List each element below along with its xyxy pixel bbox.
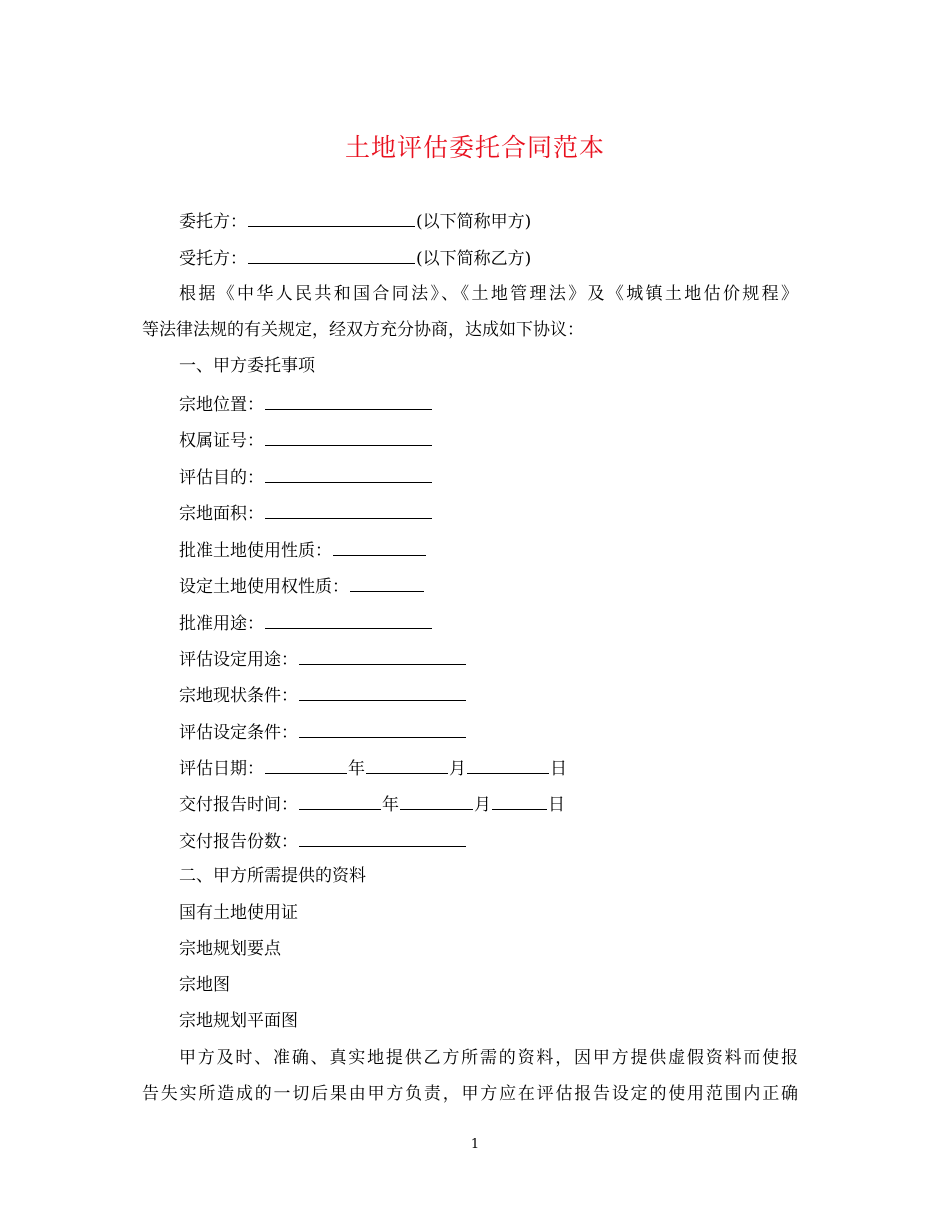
trustee-blank[interactable]	[248, 245, 415, 264]
parcel-status-blank[interactable]	[299, 682, 466, 701]
field-label: 宗地位置：	[179, 395, 264, 415]
field-label: 评估设定条件：	[179, 723, 298, 743]
client-blank[interactable]	[248, 208, 415, 227]
field-label: 批准土地使用性质：	[179, 541, 332, 561]
approved-use-blank[interactable]	[265, 610, 432, 629]
material-item: 宗地规划要点	[179, 939, 281, 959]
client-line	[179, 208, 531, 234]
month-unit: 月	[474, 795, 491, 815]
year-unit: 年	[348, 759, 365, 779]
eval-date-month-blank[interactable]	[366, 755, 448, 774]
client-suffix: (以下简称甲方)	[416, 212, 532, 232]
field-label: 权属证号：	[179, 431, 264, 451]
field-parcel-area	[179, 500, 433, 526]
field-eval-date	[179, 755, 567, 781]
preamble-line-1: 根据《中华人民共和国合同法》、《土地管理法》及《城镇土地估价规程》	[179, 284, 798, 304]
set-land-right-nature-blank[interactable]	[350, 573, 424, 592]
field-report-delivery-time	[179, 791, 565, 817]
field-report-copies	[179, 828, 467, 854]
field-label: 宗地现状条件：	[179, 686, 298, 706]
delivery-month-blank[interactable]	[400, 791, 473, 810]
approved-land-nature-blank[interactable]	[333, 537, 426, 556]
page-number: 1	[470, 1137, 480, 1152]
client-label: 委托方：	[179, 212, 247, 232]
day-unit: 日	[550, 759, 567, 779]
month-unit: 月	[449, 759, 466, 779]
eval-purpose-blank[interactable]	[265, 464, 432, 483]
field-label: 批准用途：	[179, 614, 264, 634]
ownership-cert-blank[interactable]	[265, 427, 432, 446]
day-unit: 日	[548, 795, 565, 815]
field-parcel-location	[179, 391, 433, 417]
material-item: 宗地规划平面图	[179, 1011, 298, 1031]
field-label: 评估目的：	[179, 468, 264, 488]
field-approved-land-nature	[179, 537, 427, 563]
field-label: 宗地面积：	[179, 504, 264, 524]
field-label: 评估设定用途：	[179, 650, 298, 670]
year-unit: 年	[382, 795, 399, 815]
field-approved-use	[179, 610, 433, 636]
parcel-location-blank[interactable]	[265, 391, 432, 410]
delivery-year-blank[interactable]	[299, 791, 381, 810]
field-parcel-status	[179, 682, 467, 708]
closing-line-1: 甲方及时、准确、真实地提供乙方所需的资料，因甲方提供虚假资料而使报	[179, 1048, 798, 1068]
material-item: 国有土地使用证	[179, 903, 298, 923]
material-item: 宗地图	[179, 975, 230, 995]
field-label: 交付报告时间：	[179, 795, 298, 815]
preamble-line-2: 等法律法规的有关规定，经双方充分协商，达成如下协议：	[142, 320, 584, 340]
trustee-suffix: (以下简称乙方)	[416, 249, 532, 269]
report-copies-blank[interactable]	[299, 828, 466, 847]
section2-heading: 二、甲方所需提供的资料	[179, 866, 366, 886]
field-eval-set-use	[179, 646, 467, 672]
parcel-area-blank[interactable]	[265, 500, 432, 519]
eval-date-year-blank[interactable]	[265, 755, 347, 774]
delivery-day-blank[interactable]	[492, 791, 547, 810]
document-title: 土地评估委托合同范本	[344, 133, 605, 162]
field-set-land-right-nature	[179, 573, 425, 599]
field-ownership-cert	[179, 427, 433, 453]
field-eval-purpose	[179, 464, 433, 490]
trustee-label: 受托方：	[179, 249, 247, 269]
eval-set-use-blank[interactable]	[299, 646, 466, 665]
closing-line-2: 告失实所造成的一切后果由甲方负责，甲方应在评估报告设定的使用范围内正确	[142, 1084, 798, 1104]
field-label: 设定土地使用权性质：	[179, 577, 349, 597]
field-eval-set-conditions	[179, 719, 467, 745]
trustee-line	[179, 245, 531, 271]
eval-date-day-blank[interactable]	[467, 755, 549, 774]
section1-heading: 一、甲方委托事项	[179, 356, 315, 376]
eval-set-conditions-blank[interactable]	[299, 719, 466, 738]
field-label: 评估日期：	[179, 759, 264, 779]
field-label: 交付报告份数：	[179, 832, 298, 852]
